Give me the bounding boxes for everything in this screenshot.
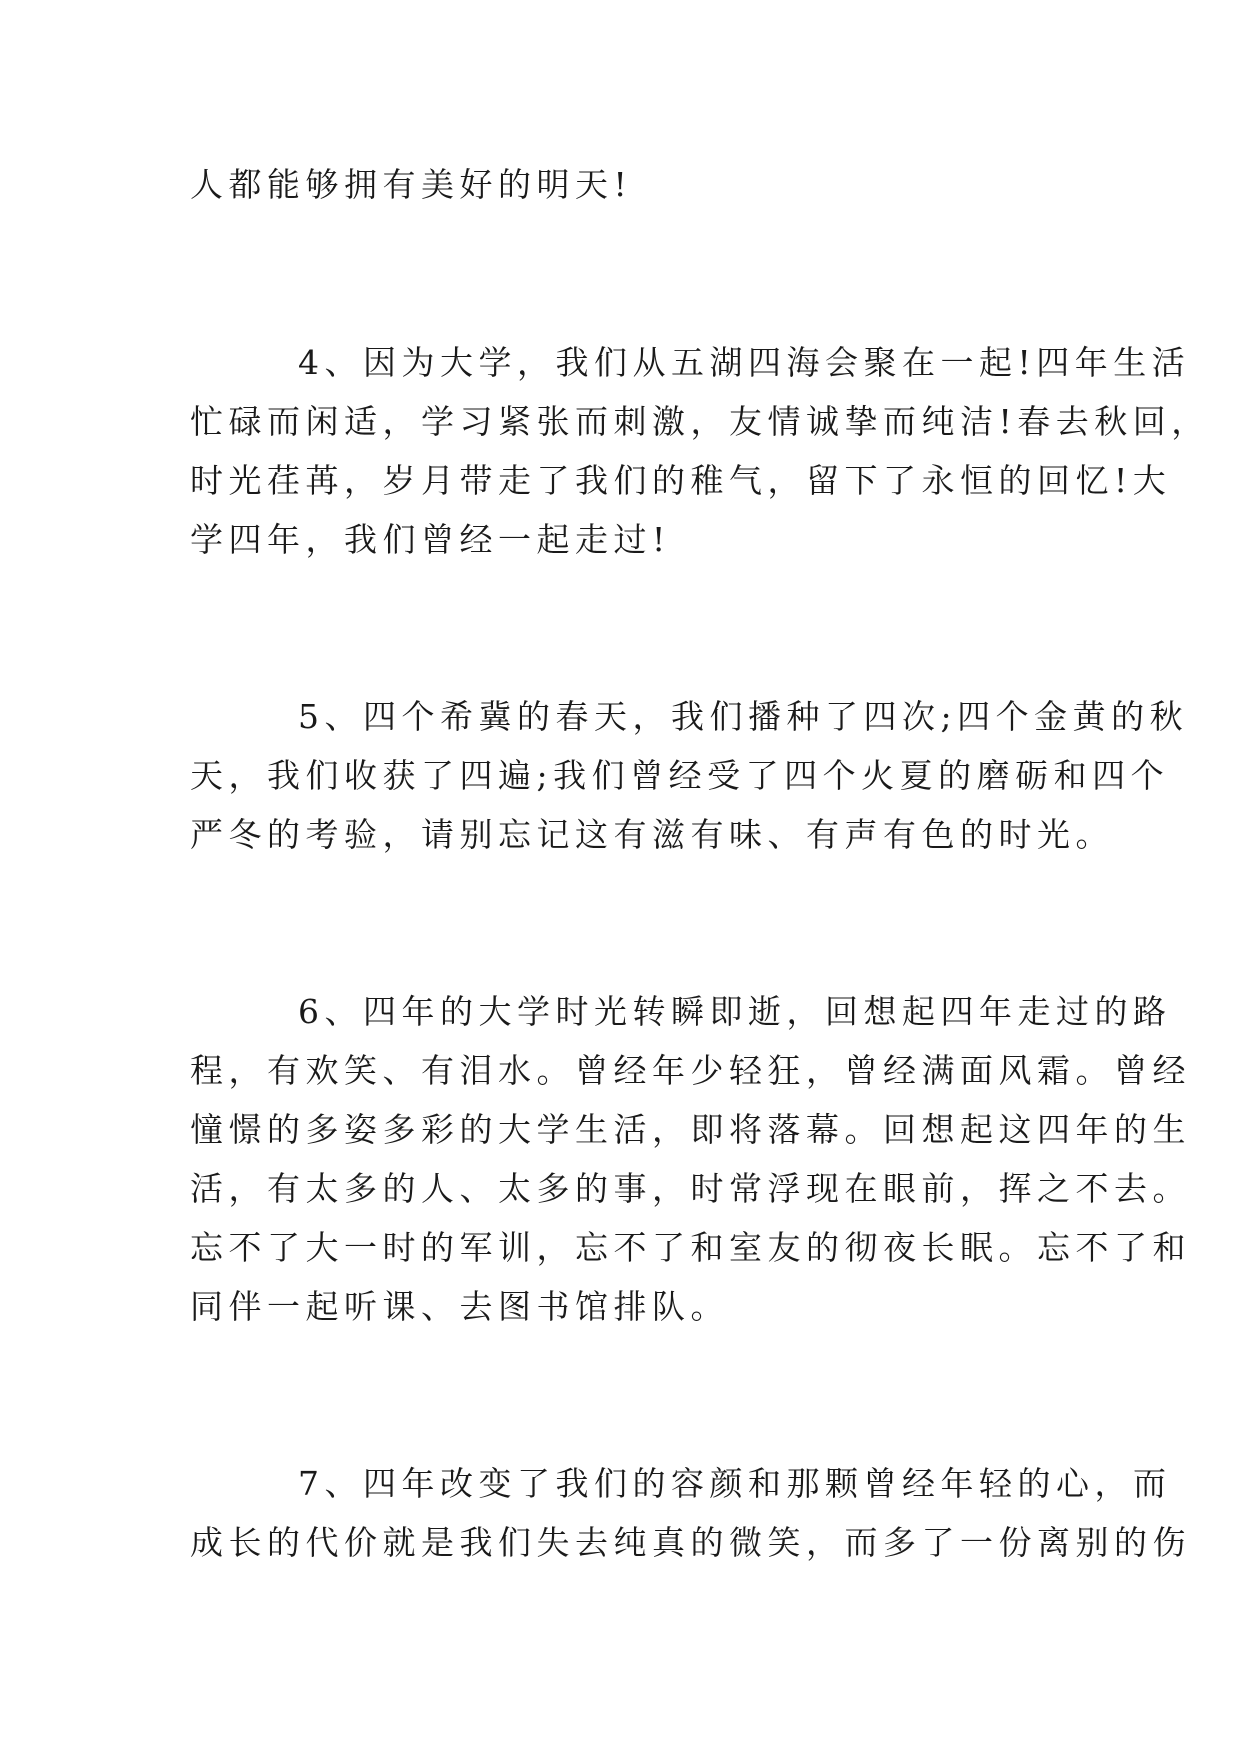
paragraph-line: 忙碌而闲适，学习紧张而刺激，友情诚挚而纯洁!春去秋回，	[190, 402, 1210, 441]
paragraph-line: 天，我们收获了四遍;我们曾经受了四个火夏的磨砺和四个	[190, 756, 1170, 795]
paragraph-line: 时光荏苒，岁月带走了我们的稚气，留下了永恒的回忆!大	[190, 461, 1172, 500]
paragraph-line: 憧憬的多姿多彩的大学生活，即将落幕。回想起这四年的生	[190, 1110, 1191, 1149]
paragraph-line: 7、四年改变了我们的容颜和那颗曾经年轻的心，而	[298, 1464, 1172, 1503]
paragraph-line: 同伴一起听课、去图书馆排队。	[190, 1287, 729, 1326]
paragraph-line: 人都能够拥有美好的明天!	[190, 165, 633, 204]
paragraph-line: 6、四年的大学时光转瞬即逝，回想起四年走过的路	[298, 992, 1172, 1031]
paragraph-line: 程，有欢笑、有泪水。曾经年少轻狂，曾经满面风霜。曾经	[190, 1051, 1191, 1090]
paragraph-line: 成长的代价就是我们失去纯真的微笑，而多了一份离别的伤	[190, 1523, 1191, 1562]
paragraph-line: 忘不了大一时的军训，忘不了和室友的彻夜长眠。忘不了和	[190, 1228, 1191, 1267]
paragraph-line: 严冬的考验，请别忘记这有滋有味、有声有色的时光。	[190, 815, 1114, 854]
paragraph-line: 5、四个希冀的春天，我们播种了四次;四个金黄的秋	[298, 697, 1189, 736]
paragraph-line: 活，有太多的人、太多的事，时常浮现在眼前，挥之不去。	[190, 1169, 1191, 1208]
paragraph-line: 学四年，我们曾经一起走过!	[190, 520, 671, 559]
paragraph-line: 4、因为大学，我们从五湖四海会聚在一起!四年生活	[298, 343, 1191, 382]
